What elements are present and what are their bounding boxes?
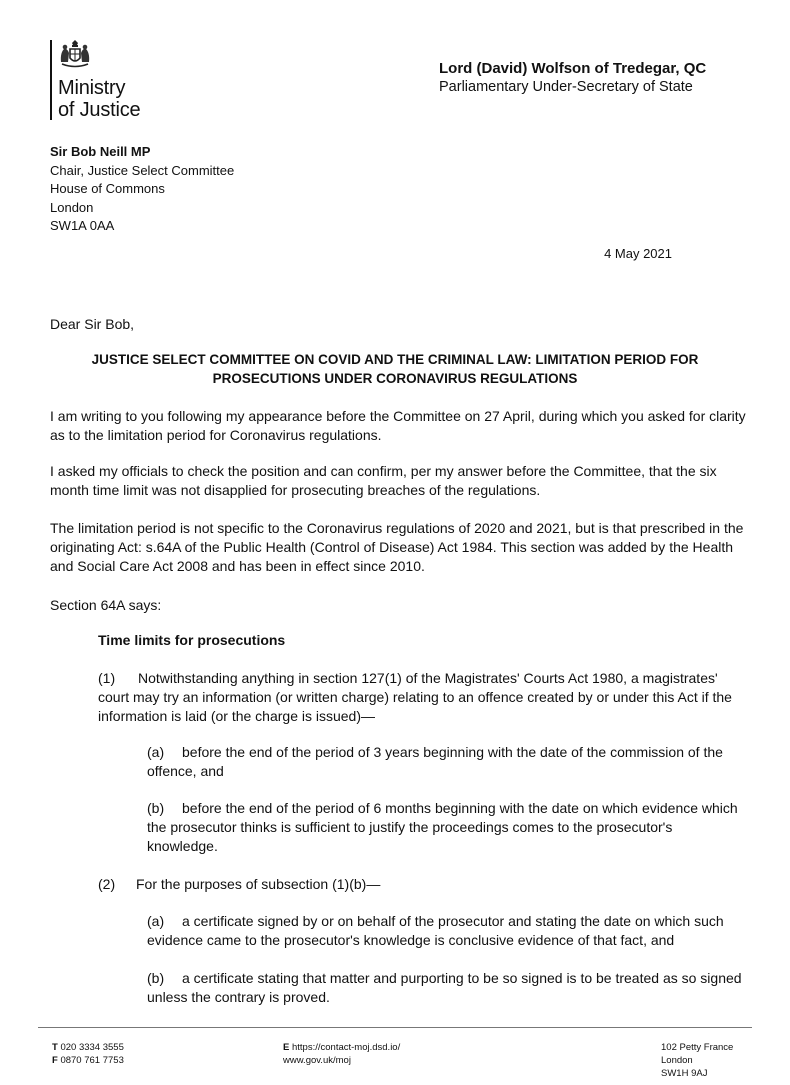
recipient-line: House of Commons: [50, 181, 165, 197]
sender-block: [439, 59, 769, 96]
subsection-2: [98, 875, 380, 894]
subsection-2b: [147, 969, 747, 1007]
email-label: E: [283, 1042, 290, 1053]
address-line: London: [661, 1055, 693, 1066]
subsection-text: before the end of the period of 6 months beginning with the date on which evidence which the prosecutor thinks is sufficient to justify the proceedings comes to the prosecutor's knowledge.: [147, 800, 738, 854]
letter-heading: [40, 350, 750, 388]
quoted-section-title: Time limits for prosecutions: [98, 632, 286, 648]
address-line: SW1H 9AJ: [661, 1068, 708, 1079]
paragraph: The limitation period is not specific to the Coronavirus regulations of 2020 and 2021, but is that prescribed in the originating Act: s.64A of the Public Health (Control of Disease) Act 1984. This section was added by the Health and Social Care Act 2008 and has been in effect since 2010.: [50, 520, 744, 574]
salutation: Dear Sir Bob,: [50, 316, 135, 332]
recipient-line: London: [50, 199, 94, 215]
letter-date: 4 May 2021: [604, 246, 672, 261]
royal-coat-of-arms-icon: [58, 40, 92, 70]
subsection-text: Notwithstanding anything in section 127(1) of the Magistrates' Courts Act 1980, a magistrates' court may try an information (or written charge) relating to an offence created by or under this Act if the information is laid (or the charge is issued)—: [98, 670, 732, 724]
phone-label: T: [52, 1042, 58, 1053]
subsection-number: (b): [147, 970, 165, 986]
fax-label: F: [52, 1055, 58, 1066]
recipient-name: Sir Bob Neill MP: [50, 144, 151, 159]
subsection-number: (1): [98, 670, 116, 686]
sender-name: Lord (David) Wolfson of Tredegar, QC: [439, 60, 707, 77]
contact-link[interactable]: https://contact-moj.dsd.io/: [291, 1042, 401, 1053]
recipient-line: SW1A 0AA: [50, 218, 115, 234]
footer-address: [661, 1041, 733, 1080]
subsection-text: a certificate stating that matter and purporting to be so signed is to be treated as so signed unless the contrary is proved.: [147, 970, 742, 1005]
heading-line: JUSTICE SELECT COMMITTEE ON COVID AND THE CRIMINAL LAW: LIMITATION PERIOD FOR: [91, 352, 699, 367]
logo-text-line2: of Justice: [58, 99, 141, 121]
subsection-number: (a): [147, 913, 165, 929]
logo-divider: [50, 40, 52, 120]
subsection-text: For the purposes of subsection (1)(b)—: [136, 876, 381, 892]
subsection-1b: [147, 799, 747, 856]
subsection-number: (a): [147, 744, 165, 760]
fax-number: 0870 761 7753: [60, 1055, 124, 1066]
paragraph: I asked my officials to check the position and can confirm, per my answer before the Committee, that the six month time limit was not disapplied for prosecuting breaches of the regulations.: [50, 463, 717, 498]
footer-contact-phone: [52, 1041, 124, 1067]
subsection-number: (b): [147, 800, 165, 816]
logo-text-line1: Ministry: [58, 77, 126, 99]
heading-line: PROSECUTIONS UNDER CORONAVIRUS REGULATIONS: [212, 371, 578, 386]
footer-contact-web: [283, 1041, 400, 1067]
subsection-text: before the end of the period of 3 years beginning with the date of the commission of the offence, and: [147, 744, 723, 779]
subsection-1a: [147, 743, 747, 781]
subsection-number: (2): [98, 876, 116, 892]
footer-divider: [38, 1027, 752, 1028]
recipient-line: Chair, Justice Select Committee: [50, 162, 235, 178]
ministry-of-justice-logo: [50, 40, 170, 125]
phone-number: 020 3334 3555: [60, 1042, 124, 1053]
sender-role: Parliamentary Under-Secretary of State: [439, 79, 693, 95]
website-link[interactable]: www.gov.uk/moj: [283, 1055, 351, 1066]
subsection-1: [98, 669, 748, 726]
recipient-address: [50, 143, 234, 236]
address-line: 102 Petty France: [661, 1042, 734, 1053]
paragraph: I am writing to you following my appearance before the Committee on 27 April, during which you asked for clarity as to the limitation period for Coronavirus regulations.: [50, 408, 746, 443]
subsection-text: a certificate signed by or on behalf of the prosecutor and stating the date on which such evidence came to the prosecutor's knowledge is conclusive evidence of that fact, and: [147, 913, 724, 948]
subsection-2a: [147, 912, 747, 950]
paragraph: Section 64A says:: [50, 597, 162, 613]
